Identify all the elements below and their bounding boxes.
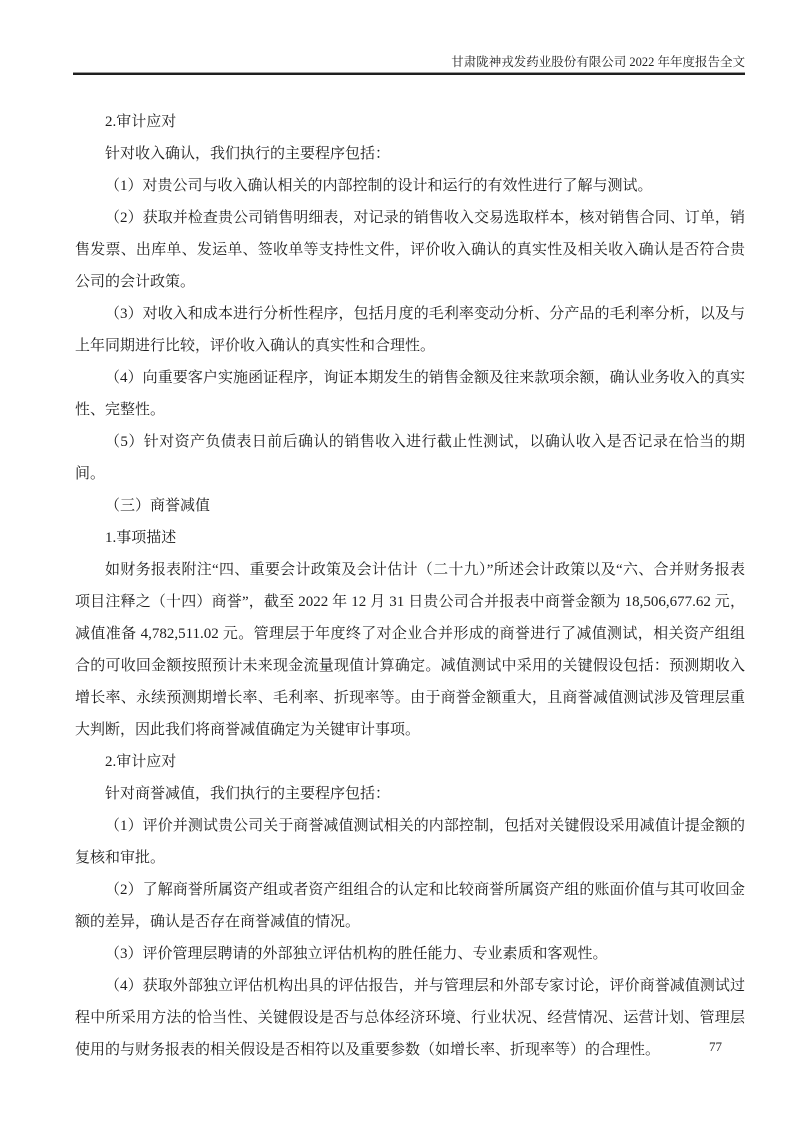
paragraph-goodwill-intro: 针对商誉减值，我们执行的主要程序包括：: [105, 786, 391, 802]
paragraph-revenue-procedure-3: （3）对收入和成本进行分析性程序，包括月度的毛利率变动分析、分产品的毛利率分析，以及与上年同期进行比较，评价收入确认的真实性和合理性。: [75, 306, 745, 354]
paragraph-goodwill-procedure-4: （4）获取外部独立评估机构出具的评估报告，并与管理层和外部专家讨论，评价商誉减值测试过程中所采用方法的恰当性、关键假设是否与总体经济环境、行业状况、经营情况、运营计划、管理层使用的与财务报表的相关假设是否相符以及重要参数（如增长率、折现率等）的合理性。: [75, 978, 745, 1058]
paragraph-goodwill-procedure-1: （1）评价并测试贵公司关于商誉减值测试相关的内部控制，包括对关键假设采用减值计提金额的复核和审批。: [75, 818, 745, 866]
heading-goodwill-impairment: （三）商誉减值: [105, 498, 211, 514]
heading-audit-response: 2.审计应对: [105, 114, 177, 130]
paragraph-goodwill-description: 如财务报表附注“四、重要会计政策及会计估计（二十九）”所述会计政策以及“六、合并财务报表项目注释之（十四）商誉”，截至 2022 年 12 月 31 日贵公司合并报表中商誉金额为 18,506,677.62 元，减值准备 4,782,511.02 元。管理层于年度终了对企业合并形成的商誉进行了减值测试，相关资产组组合的可收回金额按照预计未来现金流量现值计算确定。减值测试中采用的关键假设包括：预测期收入增长率、永续预测期增长率、毛利率、折现率等。由于商誉金额重大，且商誉减值测试涉及管理层重大判断，因此我们将商誉减值确定为关键审计事项。: [75, 562, 745, 738]
paragraph-goodwill-procedure-2: （2）了解商誉所属资产组或者资产组组合的认定和比较商誉所属资产组的账面价值与其可收回金额的差异，确认是否存在商誉减值的情况。: [75, 882, 745, 930]
paragraph-revenue-procedure-1: （1）对贵公司与收入确认相关的内部控制的设计和运行的有效性进行了解与测试。: [105, 178, 653, 194]
paragraph-revenue-intro: 针对收入确认，我们执行的主要程序包括：: [105, 146, 391, 162]
header-divider: [73, 72, 745, 75]
report-header-title: 甘肃陇神戎发药业股份有限公司 2022 年年度报告全文: [451, 55, 745, 69]
heading-audit-response-2: 2.审计应对: [105, 754, 177, 770]
paragraph-revenue-procedure-4: （4）向重要客户实施函证程序，询证本期发生的销售金额及往来款项余额，确认业务收入的真实性、完整性。: [75, 370, 745, 418]
heading-matter-description: 1.事项描述: [105, 530, 177, 546]
page-number: 77: [709, 1039, 722, 1054]
paragraph-goodwill-procedure-3: （3）评价管理层聘请的外部独立评估机构的胜任能力、专业素质和客观性。: [105, 946, 608, 962]
paragraph-revenue-procedure-2: （2）获取并检查贵公司销售明细表，对记录的销售收入交易选取样本，核对销售合同、订单，销售发票、出库单、发运单、签收单等支持性文件，评价收入确认的真实性及相关收入确认是否符合贵公司的会计政策。: [75, 210, 745, 290]
paragraph-revenue-procedure-5: （5）针对资产负债表日前后确认的销售收入进行截止性测试，以确认收入是否记录在恰当的期间。: [75, 434, 745, 482]
document-body: [75, 106, 745, 1066]
